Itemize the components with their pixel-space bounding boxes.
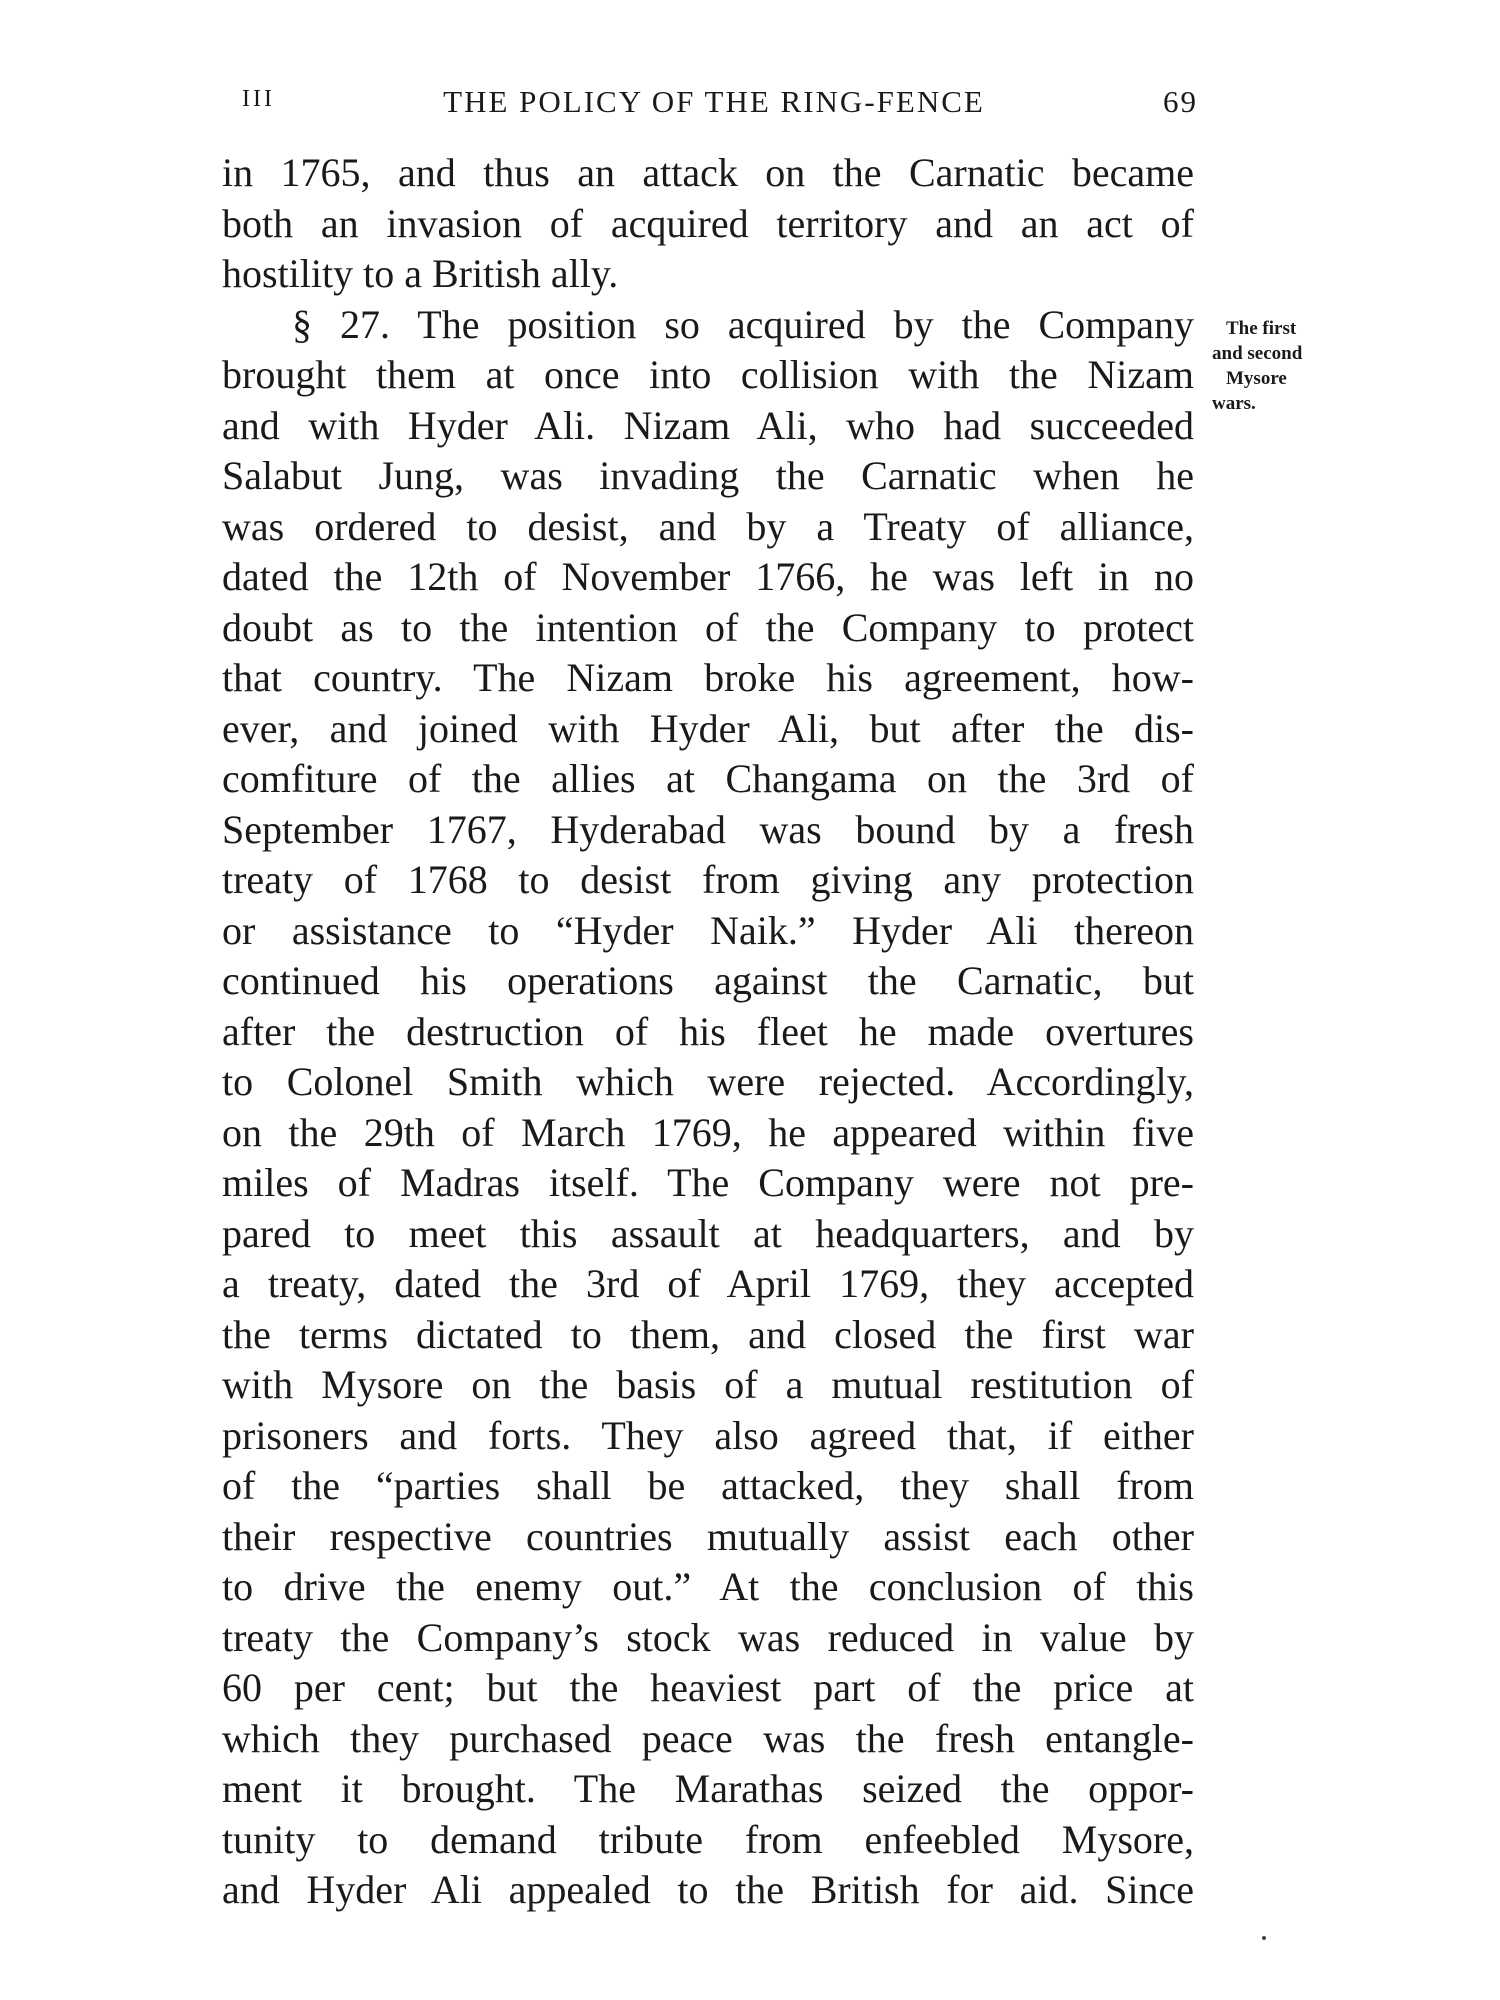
text-line: and Hyder Ali appealed to the British for aid. Since <box>222 1867 1194 1912</box>
text-line: in 1765, and thus an attack on the Carnatic became <box>222 150 1194 195</box>
text-line: tunity to demand tribute from enfeebled Mysore, <box>222 1816 1194 1862</box>
text-line: doubt as to the intention of the Company to protect <box>222 604 1194 650</box>
text-line: to Colonel Smith which were rejected. Accordingly, <box>222 1059 1194 1104</box>
text-line: or assistance to “Hyder Naik.” Hyder Ali thereon <box>222 907 1194 953</box>
text-line: hostility to a British ally. <box>222 251 619 296</box>
text-line: continued his operations against the Carnatic, but <box>222 958 1194 1003</box>
text-line: to drive the enemy out.” At the conclusion of this <box>222 1564 1194 1609</box>
text-line: that country. The Nizam broke his agreement, how- <box>222 655 1194 700</box>
margin-note-line: and second <box>1212 343 1303 364</box>
text-line: ment it brought. The Marathas seized the oppor- <box>222 1766 1194 1811</box>
text-line: ever, and joined with Hyder Ali, but after the dis- <box>222 705 1194 751</box>
text-line: on the 29th of March 1769, he appeared within five <box>222 1109 1194 1155</box>
chapter-number: III <box>242 86 275 112</box>
text-line: prisoners and forts. They also agreed that, if either <box>222 1412 1194 1458</box>
text-line: was ordered to desist, and by a Treaty of alliance, <box>222 503 1194 549</box>
text-line: which they purchased peace was the fresh entangle- <box>222 1715 1194 1761</box>
text-line: miles of Madras itself. The Company were not pre- <box>222 1160 1194 1205</box>
margin-note <box>1212 316 1352 416</box>
running-title: THE POLICY OF THE RING-FENCE <box>443 84 985 119</box>
margin-note-line: The first <box>1226 318 1297 339</box>
text-line: brought them at once into collision with the Nizam <box>222 352 1194 397</box>
text-line: the terms dictated to them, and closed the first war <box>222 1311 1194 1357</box>
text-line: comfiture of the allies at Changama on the 3rd of <box>222 756 1194 801</box>
margin-note-line: Mysore <box>1226 368 1287 389</box>
body-text <box>222 148 1194 1916</box>
text-line: with Mysore on the basis of a mutual restitution of <box>222 1362 1194 1407</box>
text-line: and with Hyder Ali. Nizam Ali, who had succeeded <box>222 402 1194 448</box>
text-line: after the destruction of his fleet he made overtures <box>222 1008 1194 1054</box>
text-line: pared to meet this assault at headquarters, and by <box>222 1210 1194 1256</box>
text-line: Salabut Jung, was invading the Carnatic when he <box>222 453 1194 498</box>
page-number: 69 <box>1163 84 1198 119</box>
text-line: both an invasion of acquired territory and an act of <box>222 200 1194 246</box>
text-line: 60 per cent; but the heaviest part of the price at <box>222 1665 1194 1710</box>
running-header <box>230 84 1198 124</box>
section-27-start: § 27. The position so acquired by the Company <box>292 301 1194 347</box>
text-line: their respective countries mutually assist each other <box>222 1513 1194 1559</box>
ink-speck <box>1262 1936 1266 1940</box>
text-line: dated the 12th of November 1766, he was left in no <box>222 554 1194 599</box>
text-line: of the “parties shall be attacked, they shall from <box>222 1463 1194 1508</box>
text-line: treaty of 1768 to desist from giving any protection <box>222 857 1194 902</box>
text-line: a treaty, dated the 3rd of April 1769, they accepted <box>222 1261 1194 1306</box>
text-line: September 1767, Hyderabad was bound by a fresh <box>222 806 1194 852</box>
margin-note-line: wars. <box>1212 393 1256 414</box>
text-line: treaty the Company’s stock was reduced in value by <box>222 1614 1194 1660</box>
